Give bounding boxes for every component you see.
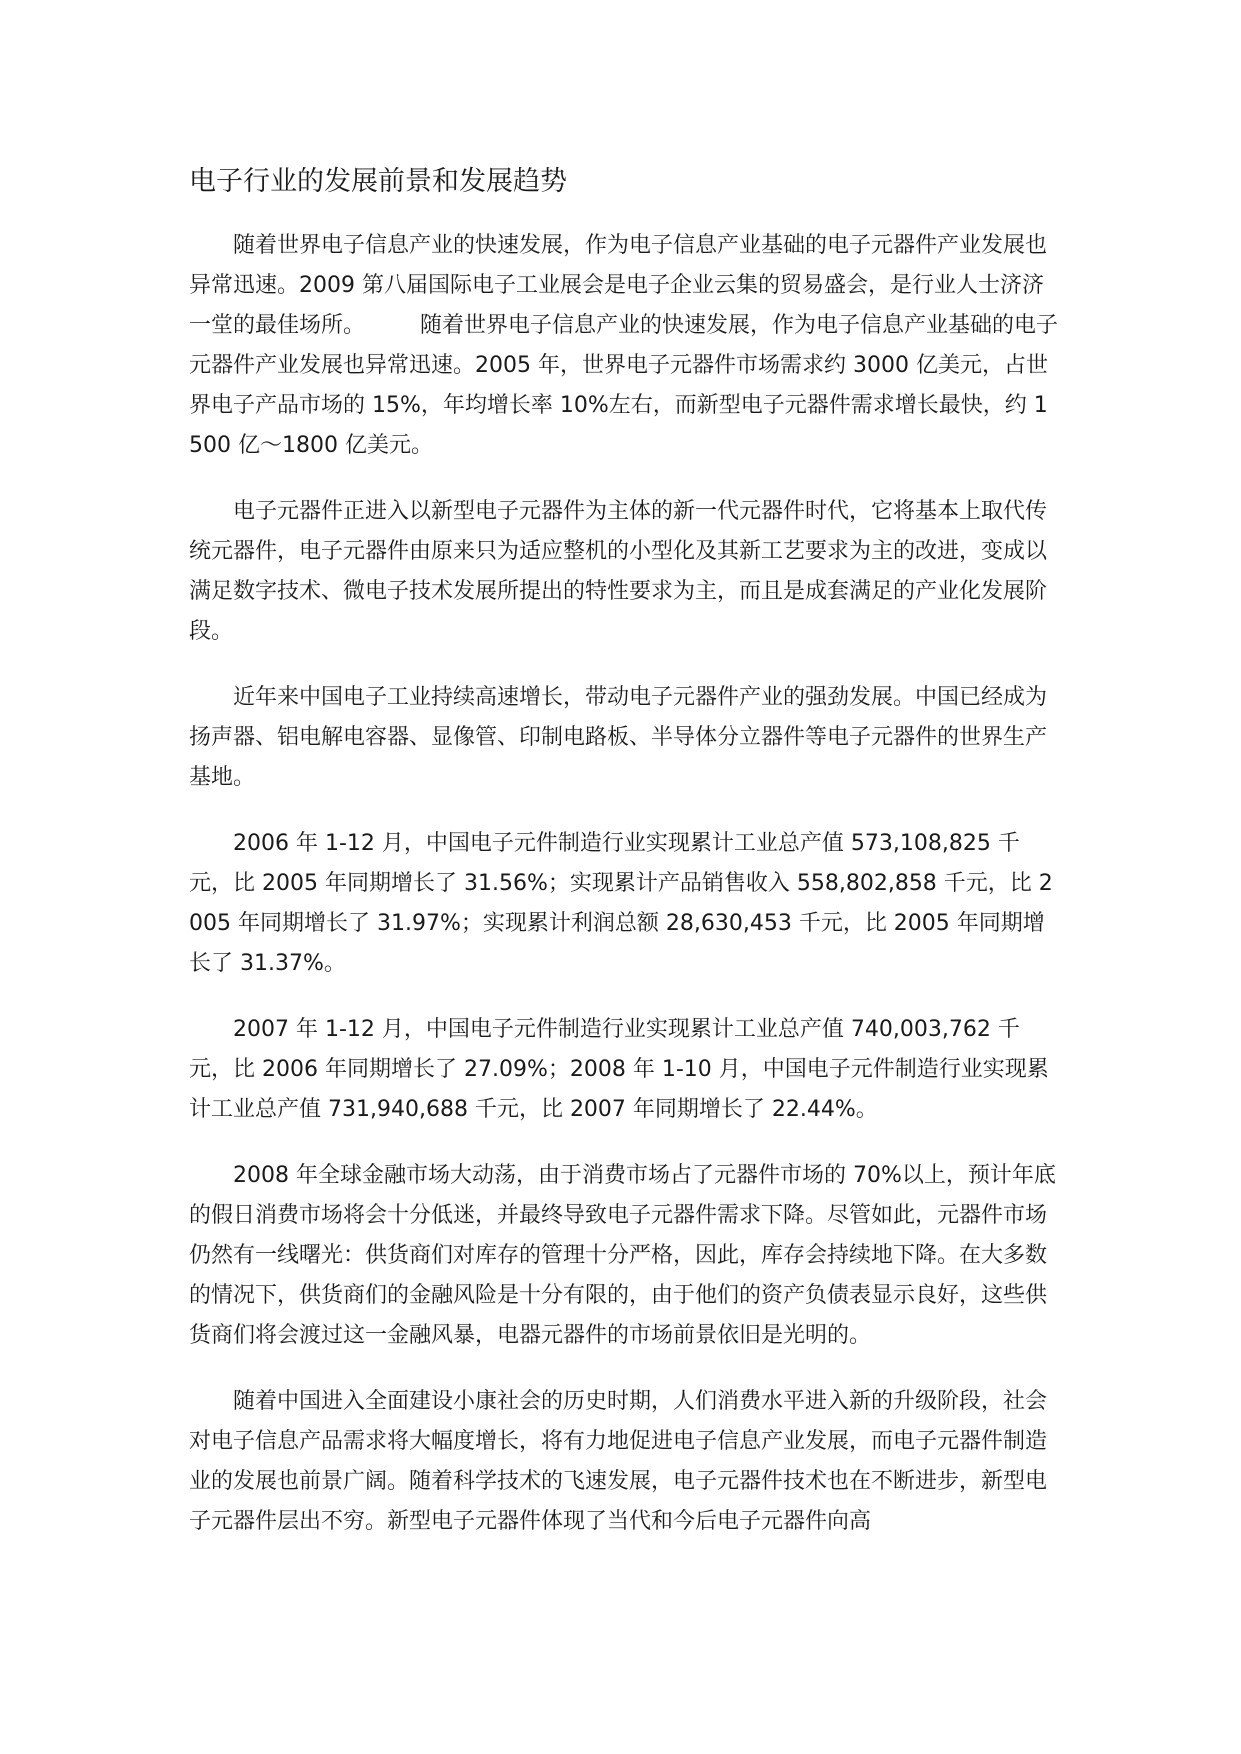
document-body [189,160,1059,1568]
paragraph-china-production-base: 近年来中国电子工业持续高速增长，带动电子元器件产业的强劲发展。中国已经成为扬声器、铝电解电容器、显像管、印制电路板、半导体分立器件等电子元器件的世界生产基地。 [189,685,1048,790]
document-title: 电子行业的发展前景和发展趋势 [189,166,567,197]
paragraph-new-generation: 电子元器件正进入以新型电子元器件为主体的新一代元器件时代，它将基本上取代传统元器件，电子元器件由原来只为适应整机的小型化及其新工艺要求为主的改进，变成以满足数字技术、微电子技术发展所提出的特性要求为主，而且是成套满足的产业化发展阶段。 [189,499,1048,644]
paragraph-2006-statistics: 2006 年 1-12 月，中国电子元件制造行业实现累计工业总产值 573,108,825 千元，比 2005 年同期增长了 31.56%；实现累计产品销售收入 558,802,858 千元，比 2005 年同期增长了 31.97%；实现累计利润总额 28,630,453 千元，比 2005 年同期增长了 31.37%。 [189,831,1053,976]
paragraph-future-outlook: 随着中国进入全面建设小康社会的历史时期，人们消费水平进入新的升级阶段，社会对电子信息产品需求将大幅度增长，将有力地促进电子信息产业发展，而电子元器件制造业的发展也前景广阔。随着科学技术的飞速发展，电子元器件技术也在不断进步，新型电子元器件层出不穷。新型电子元器件体现了当代和今后电子元器件向高 [189,1389,1048,1534]
paragraph-2007-2008-statistics: 2007 年 1-12 月，中国电子元件制造行业实现累计工业总产值 740,003,762 千元，比 2006 年同期增长了 27.09%；2008 年 1-10 月，中国电子元件制造行业实现累计工业总产值 731,940,688 千元，比 2007 年同期增长了 22.44%。 [189,1017,1049,1122]
paragraph-financial-crisis: 2008 年全球金融市场大动荡，由于消费市场占了元器件市场的 70%以上，预计年底的假日消费市场将会十分低迷，并最终导致电子元器件需求下降。尽管如此，元器件市场仍然有一线曙光：供货商们对库存的管理十分严格，因此，库存会持续地下降。在大多数的情况下，供货商们的金融风险是十分有限的，由于他们的资产负债表显示良好，这些供货商们将会渡过这一金融风暴，电器元器件的市场前景依旧是光明的。 [189,1163,1056,1348]
paragraph-market-overview: 随着世界电子信息产业的快速发展，作为电子信息产业基础的电子元器件产业发展也异常迅速。2009 第八届国际电子工业展会是电子企业云集的贸易盛会，是行业人士济济一堂的最佳场所。 随着世界电子信息产业的快速发展，作为电子信息产业基础的电子元器件产业发展也异常迅速。2005 年，世界电子元器件市场需求约 3000 亿美元，占世界电子产品市场的 15%，年均增长率 10%左右，而新型电子元器件需求增长最快，约 1500 亿～1800 亿美元。 [189,233,1059,458]
